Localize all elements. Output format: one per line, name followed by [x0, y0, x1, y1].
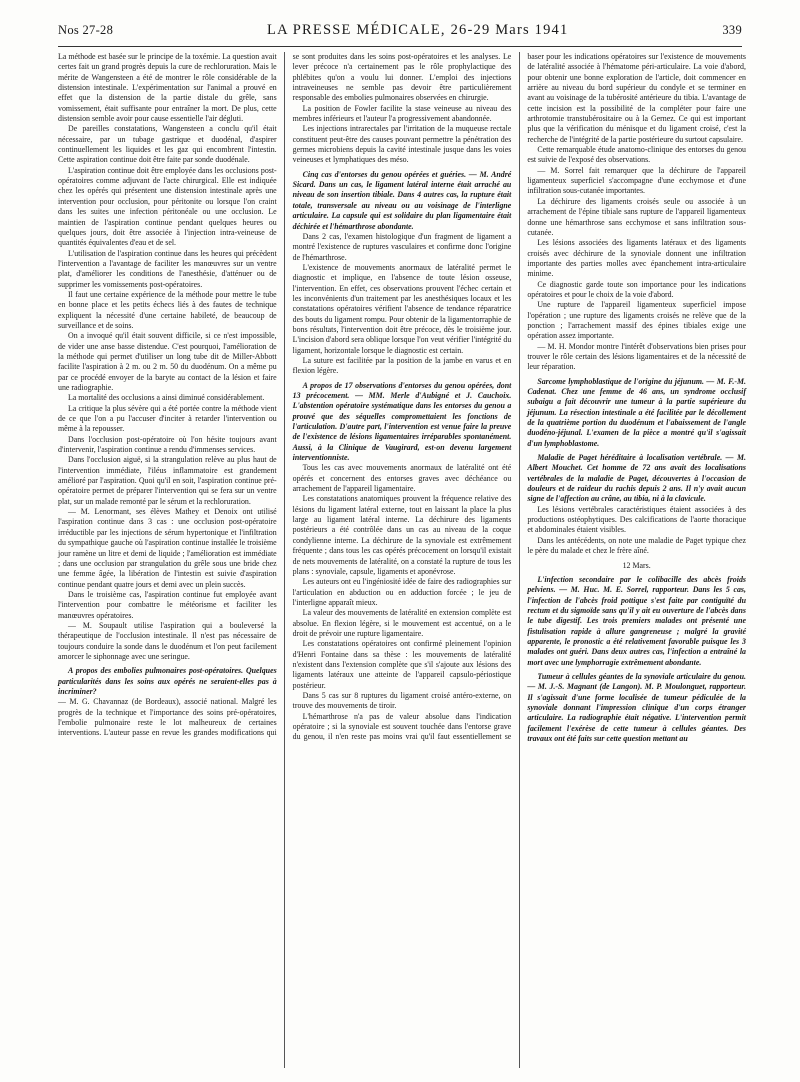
section-heading-paragraph: Sarcome lymphoblastique de l'origine du jéjunum. — M. F.-M. Cadenat. Chez une femme de 46 ans, un syndrome occlusif subaigu a fait découvrir une tumeur à la partie supérieure du jéjunum. La résection intestinale a été facilitée par le décollement de la quatrième portion du duodénum et l'abaissement de l'angle duodéno-jéjunal. L'examen de la pièce a montré qu'il s'agissait d'un lymphoblastome.: [527, 376, 746, 448]
paragraph: Les lésions associées des ligaments latéraux et des ligaments croisés avec déchirure de la synoviale donnent une infiltration importante des parties molles avec épanchement intra-articulaire minime.: [527, 238, 746, 279]
paragraph: La déchirure des ligaments croisés seule ou associée à un arrachement de l'épine tibiale sans rupture de l'appareil ligamenteux donne une hémarthrose sans ecchymose et sans infiltration sous-cutanée.: [527, 196, 746, 237]
paragraph: — M. G. Chavannaz (de Bordeaux), associé national. Malgré les progrès de la technique et l'importance des soins pré-opératoires, l'embolie pulmonaire reste le lot malheureux de certaines interventions. L'auteur passe en revue les grandes modifications qui se sont produites dans les soins post-opératoires et les analyses. Le lever précoce n'a certainement pas le rôle prophylactique des phlébites qu'on a voulu lui donner. L'emploi des injections intraveineuses ne semble pas devoir être particulièrement responsable des embolies pulmonaires observées en chirurgie.: [58, 52, 512, 738]
paragraph: Une rupture de l'appareil ligamenteux superficiel impose l'opération ; une rupture des ligaments croisés ne relève que de la ponction ; l'arrachement massif des épines tibiales exige une opération assez importante.: [527, 300, 746, 341]
paragraph: La méthode est basée sur le principe de la toxémie. La question avait certes fait un grand progrès depuis la cure de rechloruration. Mais le mérite de Wangensteen a été de montrer le rôle considérable de la distension intestinale. L'expérimentation sur l'animal a prouvé en effet que la distension de la partie distale du grêle, sans vomissement, était suffisante pour entraîner la mort. De plus, cette distension semble avoir pour cause essentielle l'air dégluti.: [58, 52, 277, 124]
section-heading-paragraph: A propos des embolies pulmonaires post-opératoires. Quelques particularités dans les soins aux opérés ne seraient-elles pas à incriminer?: [58, 666, 277, 696]
paragraph: Dans les antécédents, on note une maladie de Paget typique chez le père du malade et chez le frère aîné.: [527, 535, 746, 556]
paragraph: Cette remarquable étude anatomo-clinique des entorses du genou est suivie de l'exposé des observations.: [527, 145, 746, 165]
paragraph: Les constatations anatomiques prouvent la fréquence relative des lésions du ligament latéral externe, tout en laissant la place la plus large au ligament latéral interne. La déchirure des ligaments postérieurs a été contrôlée dans un cas au niveau de la coque condylienne interne. La déchirure de la synoviale est extrêmement fréquente ; dans tous les cas opérés précocement on lorsqu'il existait de nets mouvements de latéralité, on a constaté la rupture de tous les plans : synoviale, capsule, ligaments et aponévrose.: [292, 494, 512, 576]
issue-number: Nos 27-28: [58, 23, 114, 37]
paragraph: L'hémarthrose n'a pas de valeur absolue dans l'indication opératoire ; si la synoviale est souvent touchée dans l'entorse grave du genou, il n'en reste pas moins vrai qu'il faut essentiellement se baser pour les indications opératoires sur l'existence de mouvements de latéralité associée à l'hématome péri-articulaire. La voie d'abord, pour obtenir une bonne exploration de l'article, doit commencer en arrière au niveau du bord supérieur du condyle et se terminer en avant au voisinage de la tubérosité antérieure du tibia. L'avantage de cette incision est la possibilité de la compléter pour faire une arthrotomie transtubérositaire ou à la Gernez. Ce qui est important plus que la vérification du ménisque et du ligament croisé, c'est la recherche de l'intégrité de la partie postérieure du surtout capsulaire.: [292, 52, 746, 742]
section-heading-paragraph: Cinq cas d'entorses du genou opérées et guéries. — M. André Sicard. Dans un cas, le ligament latéral interne était arraché au niveau de son insertion tibiale. Dans 4 autres cas, la rupture était totale, transversale au niveau ou au voisinage de l'interligne articulaire. La capsule qui est solidaire du plan ligamentaire était déchirée et l'hémarthrose abondante.: [292, 169, 512, 231]
paragraph: Les constatations opératoires ont confirmé pleinement l'opinion d'Henri Fontaine dans sa thèse : les mouvements de latéralité n'existent dans l'extension complète que s'il s'ajoute aux lésions des ligaments latéraux une atteinte de l'appareil capsulo-périostique postérieur.: [292, 639, 512, 690]
paragraph: — M. Lenormant, ses élèves Mathey et Denoix ont utilisé l'aspiration continue dans 3 cas : une occlusion post-opératoire irréductible par les injections de sérum hypertonique et l'infiltration du sympathique gauche où l'aspiration continue installée le troisième jour ramène un litre et demi de liquide ; l'amélioration est immédiate ; dans une occlusion par strangulation du grêle sous une bride chez une femme âgée, la libération de l'intestin est suivie d'aspiration continue pendant quatre jours et demi avec un plein succès.: [58, 507, 277, 589]
paragraph: L'existence de mouvements anormaux de latéralité permet le diagnostic et implique, en l'absence de toute lésion osseuse, l'intervention. En effet, ces observations prouvent l'échec certain et les inconvénients d'un traitement par les anesthésiques locaux et les constatations opératoires vérifient l'absence de tendance réparatrice des bouts du ligament rompu. Pour obtenir de la ligamentorraphie de bons résultats, l'intervention doit être précoce, dès le troisième jour. L'incision d'abord sera oblique lorsque l'on veut vérifier l'intégrité du ligament, horizontale lorsque le diagnostic est certain.: [292, 262, 512, 355]
paragraph: Il faut une certaine expérience de la méthode pour mettre le tube en bonne place et les petits échecs liés à des fautes de technique expliquent la nécessité d'une certaine habileté, de beaucoup de surveillance et de soins.: [58, 289, 277, 330]
paragraph: Ce diagnostic garde toute son importance pour les indications opératoires et pour le choix de la voie d'abord.: [527, 279, 746, 299]
session-date: 12 Mars.: [622, 560, 651, 570]
paragraph: L'aspiration continue doit être employée dans les occlusions post-opératoires comme adjuvant de l'acte chirurgical. Elle est indiquée chez les opérés qui présentent une distension intestinale après une intervention pour occlusion, pour péritonite ou lorsque l'on craint dans les suites une infection péritonéale ou une occlusion. Le maintien de l'aspiration continue pendant quelques heures ou quelques jours, doit être associée à l'injection intra-veineuse de quantités équivalentes d'eau et de sel.: [58, 165, 277, 248]
paragraph: L'utilisation de l'aspiration continue dans les heures qui précèdent l'intervention a l'avantage de faciliter les manœuvres sur un ventre plat, d'améliorer les conditions de l'anesthésie, d'atténuer ou de supprimer les vomissements post-opératoires.: [58, 248, 277, 289]
section-heading-paragraph: Tumeur à cellules géantes de la synoviale articulaire du genou. — M. J.-S. Magnant (de Langon). M. P. Moulonguet, rapporteur. Il s'agissait d'une forme localisée de tumeur pédiculée de la synoviale donnant l'impression clinique d'un corps étranger articulaire. La radiographie était négative. L'intervention permit facilement l'exérèse de cette tumeur à cellules géantes. Des travaux ont été faits sur cette question mettant au: [527, 671, 746, 743]
section-heading-paragraph: A propos de 17 observations d'entorses du genou opérées, dont 13 précocement. — MM. Merle d'Aubigné et J. Cauchoix. L'abstention opératoire systématique dans les entorses du genou a prouvé que des séquelles compromettaient les fonctions de l'articulation. D'autre part, l'intervention est venue faire la preuve de l'existence de lésions ligamentaires irréparables spontanément. Aussi, à la Clinique de Vaugirard, est-on devenu largement interventionniste.: [292, 380, 512, 463]
paragraph: — M. H. Mondor montre l'intérêt d'observations bien prises pour trouver le rôle certain des lésions ligamentaires et de la nécessité de leur réparation.: [527, 341, 746, 372]
article-columns: [58, 52, 746, 1068]
paragraph: La position de Fowler facilite la stase veineuse au niveau des membres inférieurs et l'auteur l'a progressivement abandonnée.: [292, 103, 512, 124]
paragraph: Dans le troisième cas, l'aspiration continue fut employée avant l'intervention pour combattre le météorisme et faciliter les manœuvres opératoires.: [58, 589, 277, 620]
paragraph: De pareilles constatations, Wangensteen a conclu qu'il était nécessaire, par un tubage gastrique et duodénal, d'aspirer continuellement les liquides et les gaz qui encombrent l'intestin. Cette aspiration continue doit être faite par sonde duodénale.: [58, 124, 277, 165]
paragraph: Dans 2 cas, l'examen histologique d'un fragment de ligament a montré l'existence de ruptures vasculaires et confirme donc l'origine de l'hémarthrose.: [292, 231, 512, 262]
paragraph: Dans l'occlusion post-opératoire où l'on hésite toujours avant d'intervenir, l'aspiration continue a rendu d'immenses services.: [58, 434, 277, 455]
journal-title: LA PRESSE MÉDICALE,: [267, 22, 446, 38]
paragraph: Les auteurs ont eu l'ingéniosité idée de faire des radiographies sur l'articulation en abduction ou en adduction forcée ; le jeu de l'interligne apparaît mieux.: [292, 577, 512, 607]
paragraph: Tous les cas avec mouvements anormaux de latéralité ont été opérés et concernent des entorses graves avec déchéance ou arrachement de l'appareil ligamentaire.: [292, 463, 512, 494]
paragraph: — M. Soupault utilise l'aspiration qui a bouleversé la thérapeutique de l'occlusion intestinale. Il n'est pas nécessaire de toujours conduire la sonde dans le duodénum et l'on peut facilement amorcer le siphonnage avec une seringue.: [58, 620, 277, 661]
paragraph: On a invoqué qu'il était souvent difficile, si ce n'est impossible, de vider une anse basse distendue. C'est pourquoi, l'amélioration de la méthode qui permet d'utiliser un long tube dit de Miller-Abbott facilite l'aspiration à 2 m. ou 2 m. 50 du duodénum. On a même pu par ce procédé envoyer de la baryte au contact de la lésion et faire une radiographie.: [58, 331, 277, 392]
section-heading-paragraph: Maladie de Paget héréditaire à localisation vertébrale. — M. Albert Mouchet. Cet homme de 72 ans avait des localisations vertébrales de la maladie de Paget, découvertes à l'occasion de douleurs et de raideur du rachis depuis 2 ans. Il n'y avait aucun signe de l'affection au crâne, au tibia, ni à la clavicule.: [527, 453, 746, 504]
issue-date: 26-29 Mars 1941: [450, 22, 569, 38]
paragraph: Les injections intrarectales par l'irritation de la muqueuse rectale constituent peut-être des causes pouvant permettre la pénétration des germes microbiens depuis la cavité intestinale jusque dans les voies veineuses et lymphatiques des méso.: [292, 124, 512, 165]
paragraph: La valeur des mouvements de latéralité en extension complète est absolue. En flexion légère, si le mouvement est accentué, on a le droit de prévoir une rupture ligamentaire.: [292, 608, 512, 638]
journal-title-line: [267, 22, 568, 39]
paragraph: Les lésions vertébrales caractéristiques étaient associées à des productions ostéophytiques. Des calcifications de l'aorte thoracique et abdominales étaient visibles.: [527, 504, 746, 535]
paragraph: Dans 5 cas sur 8 ruptures du ligament croisé antéro-externe, on trouve des mouvements de tiroir.: [292, 690, 512, 711]
page-number: 339: [722, 23, 742, 37]
section-heading-paragraph: L'infection secondaire par le colibacille des abcès froids pelviens. — M. Huc. M. E. Sorrel, rapporteur. Dans les 5 cas, l'infection de l'abcès froid pottique s'est faite par contiguïté du rectum et du sigmoïde sans qu'il y ait eu ouverture de l'abcès dans le tube digestif. Les trois premiers malades ont présenté une fistulisation rapide à allure gangreneuse ; malgré la gravité apparente, le pronostic a été relativement favorable puisque les 3 malades ont guéri. Dans deux autres cas, l'infection a entraîné la mort avec une lymphorragie extrêmement abondante.: [527, 574, 746, 667]
paragraph: La suture est facilitée par la position de la jambe en varus et en flexion légère.: [292, 355, 512, 376]
header-rule: [58, 46, 742, 47]
paragraph: La mortalité des occlusions a ainsi diminué considérablement.: [68, 393, 265, 403]
page-header: [58, 22, 742, 44]
paragraph: Dans l'occlusion aiguë, si la strangulation relève au plus haut de l'intervention immédiate, l'iléus inflammatoire est grandement amélioré par l'aspiration. Quoi qu'il en soit, l'aspiration continue pré-opératoire permet de préparer l'intervention qui se fera sur un ventre plat, sur un malade remonté par le sérum et la rechloruration.: [58, 455, 277, 506]
paragraph: — M. Sorrel fait remarquer que la déchirure de l'appareil ligamenteux superficiel s'accompagne d'une ecchymose et d'une infiltration sous-cutanée importantes.: [527, 165, 746, 196]
paragraph: La critique la plus sévère qui a été portée contre la méthode vient de ce que l'on a pu l'accuser d'inciter à retarder l'intervention ou même à la repousser.: [58, 403, 277, 434]
